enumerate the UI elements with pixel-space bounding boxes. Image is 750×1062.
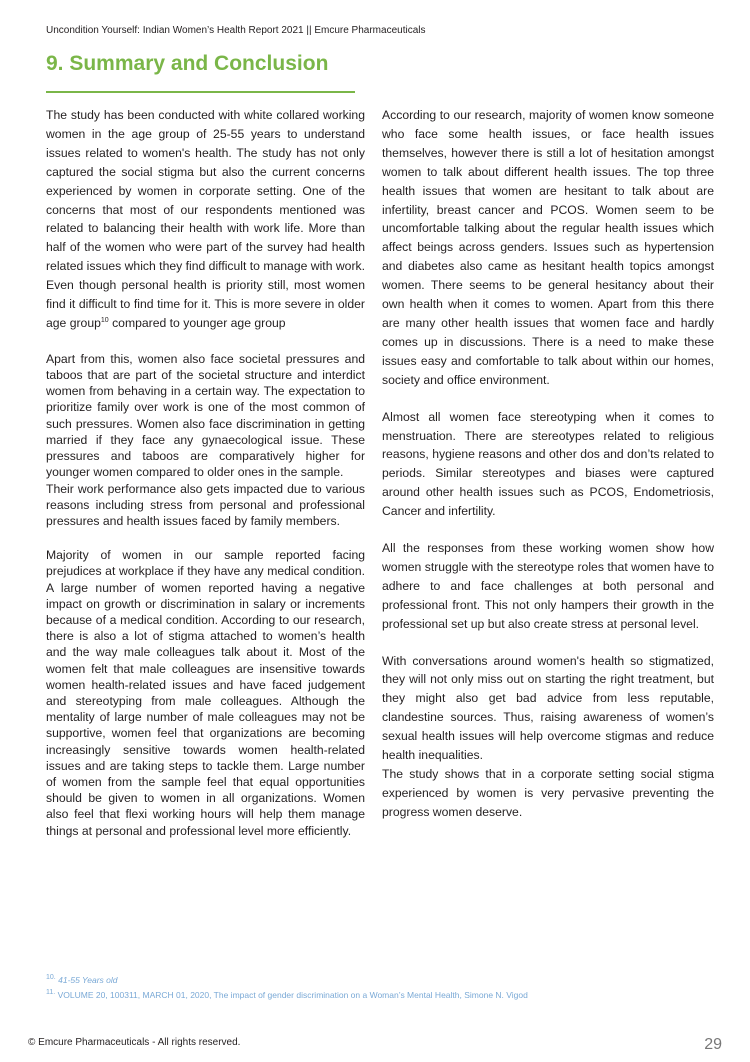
footnote-10 <box>46 975 528 985</box>
left-column <box>46 106 365 839</box>
footnote-11-marker: 11. <box>46 989 56 997</box>
left-p1-tail: compared to younger age group <box>108 315 286 330</box>
section-title: 9. Summary and Conclusion <box>46 52 329 75</box>
right-paragraph-2: Almost all women face stereotyping when it comes to menstruation. There are stereotypes related to religious reasons, hygiene reasons and other dos and don’ts related to periods. Similar stereotypes and biases were captured around other health issues such as PCOS, Endometriosis, Cancer and infertility. <box>382 409 714 519</box>
footnote-10-marker: 10. <box>46 974 56 982</box>
right-paragraph-4: With conversations around women's health so stigmatized, they will not only miss out on starting the right treatment, but they might also get bad advice from less reputable, clandestine sources. Thus, raising awareness of women’s sexual health issues will help overcome stigmas and reduce health inequalities. <box>382 653 714 763</box>
right-paragraph-3: All the responses from these working women show how women struggle with the stereotype roles that women have to adhere to and face challenges at both personal and professional front. This not only hampers their growth in the professional set up but also create stress at personal level. <box>382 541 714 631</box>
title-underline <box>46 91 355 93</box>
footnote-11 <box>46 990 528 1000</box>
running-header: Uncondition Yourself: Indian Women’s Health Report 2021 || Emcure Pharmaceuticals <box>46 25 426 36</box>
right-paragraph-1: According to our research, majority of women know someone who face some health issues, or face health issues themselves, however there is still a lot of hesitation amongst women to talk about different health issues. The top three health issues that women are hesitant to talk about are infertility, breast cancer and PCOS. Women seem to be uncomfortable talking about the regular health issues which affect beings across genders. Issues such as hypertension and diabetes also came as hesitant health topics amongst women. There seems to be general hesitancy about their own health when it comes to women. Apart from this there are many other health issues that women face and hardly comes up in discussions. There is a need to make these issues easy and comfortable to talk about within our homes, society and office environment. <box>382 108 714 387</box>
left-paragraph-1 <box>46 106 365 333</box>
footnote-10-text: 41-55 Years old <box>58 975 118 985</box>
footnote-11-text: VOLUME 20, 100311, MARCH 01, 2020, The impact of gender discrimination on a Woman’s Mental Health, Simone N. Vigod <box>57 990 528 1000</box>
footnotes <box>46 975 528 1005</box>
left-paragraph-2: Apart from this, women also face societal pressures and taboos that are part of the societal structure and interdict women from behaving in a certain way. The expectation to prioritize family over work is one of the most common of such pressures. Women also face discrimination in getting married if they face any gynaecological issue. These pressures and taboos are comparatively higher for younger women compared to older ones in the sample. <box>46 351 365 480</box>
left-p1-text: The study has been conducted with white collared working women in the age group of 25-55 years to understand issues related to women's health. The study has not only captured the social stigma but also the current concerns experienced by women in corporate setting. One of the concerns that most of our respondents mentioned was related to balancing their health with work life. More than half of the women who were part of the survey had health related issues which they find difficult to manage with work. Even though personal health is priority still, most women find it difficult to find time for it. This is more severe in older age group <box>46 108 365 330</box>
left-paragraph-3: Their work performance also gets impacted due to various reasons including stress from personal and professional pressures and health issues faced by family members. <box>46 481 365 528</box>
left-paragraph-4: Majority of women in our sample reported facing prejudices at workplace if they have any medical condition. A large number of women reported having a negative impact on growth or discrimination in salary or increments because of a medical condition. According to our research, there is also a lot of stigma attached to women’s health and the way male colleagues talk about it. Most of the women felt that male colleagues are insensitive towards women health-related issues and have faced judgement and stereotyping from male colleagues. Although the mentality of large number of male colleagues may not be supportive, women feel that organizations are becoming increasingly sensitive towards women health-related issues and are taking steps to tackle them. Large number of women from the sample feel that equal opportunities should be given to women in all organizations. Women also feel that flexi working hours will help them manage things at personal and professional level more efficiently. <box>46 548 365 838</box>
right-column <box>382 106 714 822</box>
footnote-ref-10: 10 <box>100 316 109 324</box>
page-number: 29 <box>704 1036 722 1053</box>
right-paragraph-5: The study shows that in a corporate setting social stigma experienced by women is very pervasive preventing the progress women deserve. <box>382 767 714 819</box>
footer-copyright: © Emcure Pharmaceuticals - All rights reserved. <box>28 1037 241 1048</box>
